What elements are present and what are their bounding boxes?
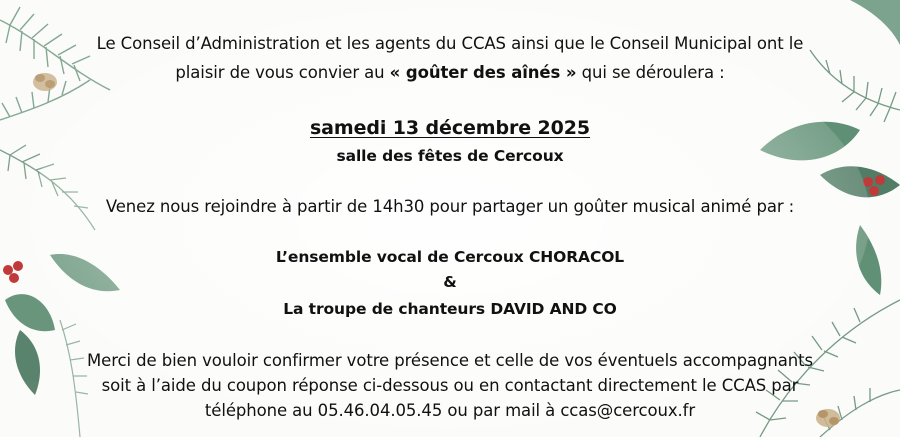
event-venue: salle des fêtes de Cercoux bbox=[336, 147, 564, 165]
rsvp-line-1: Merci de bien vouloir confirmer votre présence et celle de vos éventuels accompagnants bbox=[87, 351, 813, 370]
rsvp-line-2: soit à l’aide du coupon réponse ci-dessous ou en contactant directement le CCAS par bbox=[101, 376, 799, 395]
event-name: « goûter des aînés » bbox=[389, 63, 577, 82]
performer-1: L’ensemble vocal de Cercoux CHORACOL bbox=[275, 248, 625, 266]
intro-line-2-after: qui se déroulera : bbox=[576, 63, 725, 82]
performer-ampersand: & bbox=[443, 273, 457, 291]
intro-line-2 bbox=[0, 62, 900, 84]
event-date: samedi 13 décembre 2025 bbox=[309, 117, 591, 139]
intro-line-2-before: plaisir de vous convier au bbox=[175, 63, 390, 82]
rsvp-line-3: téléphone au 05.46.04.05.45 ou par mail à ccas@cercoux.fr bbox=[204, 401, 696, 420]
program-intro: Venez nous rejoindre à partir de 14h30 pour partager un goûter musical animé par : bbox=[105, 197, 795, 216]
performer-2: La troupe de chanteurs DAVID AND CO bbox=[283, 300, 617, 318]
intro-line-1: Le Conseil d’Administration et les agents du CCAS ainsi que le Conseil Municipal ont le bbox=[96, 34, 804, 53]
